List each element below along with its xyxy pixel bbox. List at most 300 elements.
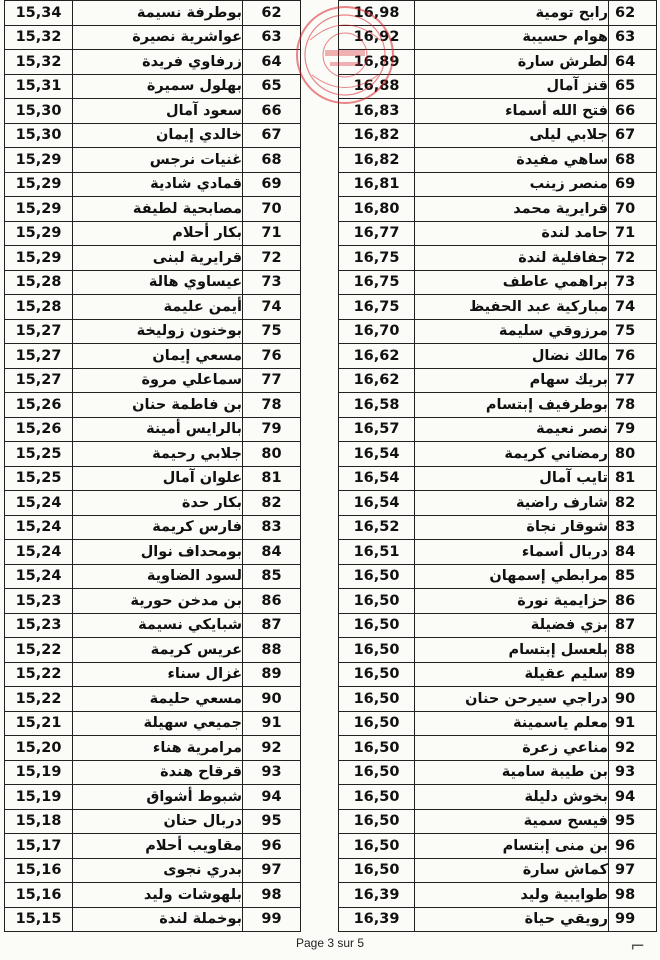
score-cell: 16,50 (339, 613, 415, 638)
right-table-row (339, 589, 657, 614)
name-cell: مباركية عبد الحفيظ (415, 295, 609, 320)
score-cell: 16,50 (339, 785, 415, 810)
name-cell: مسعي إيمان (73, 344, 243, 369)
name-cell: مقاويب أحلام (73, 834, 243, 859)
name-cell: بالرايس أمينة (73, 417, 243, 442)
score-cell: 16,50 (339, 564, 415, 589)
score-cell: 15,16 (5, 883, 73, 908)
rank-cell: 64 (243, 50, 301, 75)
left-table-row (5, 858, 301, 883)
score-cell: 16,81 (339, 172, 415, 197)
rank-cell: 91 (243, 711, 301, 736)
left-table-row (5, 809, 301, 834)
right-table-row (339, 197, 657, 222)
name-cell: شوقار نجاة (415, 515, 609, 540)
left-table-row (5, 25, 301, 50)
name-cell: بن فاطمة حنان (73, 393, 243, 418)
score-cell: 15,32 (5, 50, 73, 75)
right-table-row (339, 25, 657, 50)
rank-cell: 83 (243, 515, 301, 540)
score-cell: 16,77 (339, 221, 415, 246)
right-table-row (339, 883, 657, 908)
left-table-row (5, 760, 301, 785)
left-table-row (5, 834, 301, 859)
name-cell: دراجي سيرحن حنان (415, 687, 609, 712)
left-table-row (5, 295, 301, 320)
score-cell: 16,82 (339, 148, 415, 173)
left-table-row (5, 442, 301, 467)
name-cell: مصابحية لطيفة (73, 197, 243, 222)
score-cell: 15,24 (5, 515, 73, 540)
right-table-row (339, 99, 657, 124)
score-cell: 15,15 (5, 907, 73, 932)
left-table-row (5, 368, 301, 393)
rank-cell: 85 (609, 564, 657, 589)
left-table-row (5, 466, 301, 491)
name-cell: دربال أسماء (415, 540, 609, 565)
name-cell: رابح تومية (415, 1, 609, 26)
name-cell: منصر زينب (415, 172, 609, 197)
name-cell: بوخنون زوليخة (73, 319, 243, 344)
rank-cell: 87 (609, 613, 657, 638)
rank-cell: 94 (243, 785, 301, 810)
score-cell: 16,52 (339, 515, 415, 540)
right-table-row (339, 834, 657, 859)
score-cell: 16,50 (339, 662, 415, 687)
rank-cell: 89 (609, 662, 657, 687)
rank-cell: 96 (243, 834, 301, 859)
score-cell: 15,22 (5, 662, 73, 687)
name-cell: جميعي سهيلة (73, 711, 243, 736)
right-table-row (339, 295, 657, 320)
name-cell: سماعلي مروة (73, 368, 243, 393)
score-cell: 16,92 (339, 25, 415, 50)
score-cell: 16,75 (339, 270, 415, 295)
score-cell: 16,89 (339, 50, 415, 75)
name-cell: حزايمية نورة (415, 589, 609, 614)
name-cell: علوان آمال (73, 466, 243, 491)
name-cell: رمضاني كريمة (415, 442, 609, 467)
name-cell: بلهوشات وليد (73, 883, 243, 908)
rank-cell: 78 (609, 393, 657, 418)
score-cell: 15,32 (5, 25, 73, 50)
score-cell: 15,17 (5, 834, 73, 859)
left-table-row (5, 393, 301, 418)
rank-cell: 72 (243, 246, 301, 271)
right-table-row (339, 809, 657, 834)
rank-cell: 99 (243, 907, 301, 932)
rank-cell: 77 (609, 368, 657, 393)
name-cell: هوام حسيبة (415, 25, 609, 50)
rank-cell: 88 (609, 638, 657, 663)
score-cell: 15,27 (5, 344, 73, 369)
score-cell: 16,54 (339, 491, 415, 516)
left-table-row (5, 197, 301, 222)
rank-cell: 74 (243, 295, 301, 320)
name-cell: بهلول سميرة (73, 74, 243, 99)
rank-cell: 82 (609, 491, 657, 516)
rank-cell: 71 (243, 221, 301, 246)
right-table-row (339, 760, 657, 785)
name-cell: بزي فضيلة (415, 613, 609, 638)
name-cell: ساهي مفيدة (415, 148, 609, 173)
right-table-row (339, 1, 657, 26)
name-cell: أيمن عليمة (73, 295, 243, 320)
right-table-row (339, 662, 657, 687)
score-cell: 15,34 (5, 1, 73, 26)
left-table-row (5, 613, 301, 638)
corner-mark-icon: ⌐ (630, 936, 646, 957)
name-cell: شارف راضية (415, 491, 609, 516)
score-cell: 16,62 (339, 368, 415, 393)
score-cell: 16,75 (339, 295, 415, 320)
score-cell: 15,21 (5, 711, 73, 736)
rank-cell: 73 (243, 270, 301, 295)
rank-cell: 84 (243, 540, 301, 565)
rank-cell: 79 (243, 417, 301, 442)
rank-cell: 93 (243, 760, 301, 785)
score-cell: 16,39 (339, 907, 415, 932)
rank-cell: 68 (243, 148, 301, 173)
name-cell: سعود آمال (73, 99, 243, 124)
left-table-row (5, 785, 301, 810)
rank-cell: 88 (243, 638, 301, 663)
rank-cell: 87 (243, 613, 301, 638)
rank-cell: 69 (609, 172, 657, 197)
score-cell: 15,23 (5, 613, 73, 638)
rank-cell: 86 (609, 589, 657, 614)
rank-cell: 99 (609, 907, 657, 932)
rank-cell: 65 (609, 74, 657, 99)
left-table-row (5, 172, 301, 197)
right-table-row (339, 246, 657, 271)
rank-cell: 98 (243, 883, 301, 908)
rank-cell: 96 (609, 834, 657, 859)
left-table-row (5, 883, 301, 908)
name-cell: مرابطي إسمهان (415, 564, 609, 589)
name-cell: عريس كريمة (73, 638, 243, 663)
score-cell: 16,51 (339, 540, 415, 565)
rank-cell: 62 (243, 1, 301, 26)
score-cell: 16,50 (339, 858, 415, 883)
right-table-row (339, 172, 657, 197)
score-cell: 15,30 (5, 99, 73, 124)
name-cell: قرقاح هندة (73, 760, 243, 785)
right-table-row (339, 540, 657, 565)
left-table-row (5, 246, 301, 271)
rank-cell: 64 (609, 50, 657, 75)
left-table-row (5, 221, 301, 246)
score-cell: 16,50 (339, 589, 415, 614)
rank-cell: 89 (243, 662, 301, 687)
score-cell: 16,80 (339, 197, 415, 222)
name-cell: فيسح سمية (415, 809, 609, 834)
score-cell: 16,50 (339, 638, 415, 663)
score-cell: 15,29 (5, 148, 73, 173)
score-cell: 16,58 (339, 393, 415, 418)
name-cell: فتح الله أسماء (415, 99, 609, 124)
right-table-row (339, 907, 657, 932)
rank-cell: 63 (609, 25, 657, 50)
score-cell: 16,50 (339, 711, 415, 736)
name-cell: غنيات نرجس (73, 148, 243, 173)
name-cell: بوطرفة نسيمة (73, 1, 243, 26)
left-score-table (4, 0, 301, 932)
rank-cell: 80 (243, 442, 301, 467)
name-cell: قرايرية محمد (415, 197, 609, 222)
name-cell: عواشرية نصيرة (73, 25, 243, 50)
right-table-row (339, 736, 657, 761)
name-cell: بن منى إبتسام (415, 834, 609, 859)
name-cell: طوايبية وليد (415, 883, 609, 908)
name-cell: معلم ياسمينة (415, 711, 609, 736)
name-cell: بلعسل إبتسام (415, 638, 609, 663)
rank-cell: 71 (609, 221, 657, 246)
right-table-row (339, 564, 657, 589)
name-cell: قرايرية لبنى (73, 246, 243, 271)
left-table-row (5, 344, 301, 369)
left-table-row (5, 540, 301, 565)
score-cell: 16,50 (339, 809, 415, 834)
right-table-row (339, 466, 657, 491)
score-cell: 15,23 (5, 589, 73, 614)
left-table-row (5, 687, 301, 712)
rank-cell: 98 (609, 883, 657, 908)
name-cell: مالك نضال (415, 344, 609, 369)
name-cell: بن مدخن حورية (73, 589, 243, 614)
right-table-row (339, 74, 657, 99)
name-cell: بدري نجوى (73, 858, 243, 883)
rank-cell: 97 (609, 858, 657, 883)
name-cell: غزال سناء (73, 662, 243, 687)
score-cell: 16,50 (339, 834, 415, 859)
rank-cell: 77 (243, 368, 301, 393)
right-table-row (339, 785, 657, 810)
score-cell: 16,70 (339, 319, 415, 344)
name-cell: مسعي حليمة (73, 687, 243, 712)
score-cell: 16,57 (339, 417, 415, 442)
rank-cell: 85 (243, 564, 301, 589)
score-cell: 15,26 (5, 393, 73, 418)
rank-cell: 95 (609, 809, 657, 834)
score-cell: 15,24 (5, 491, 73, 516)
rank-cell: 91 (609, 711, 657, 736)
score-cell: 16,98 (339, 1, 415, 26)
right-table-row (339, 491, 657, 516)
rank-cell: 67 (243, 123, 301, 148)
score-cell: 15,31 (5, 74, 73, 99)
rank-cell: 80 (609, 442, 657, 467)
score-cell: 15,19 (5, 785, 73, 810)
score-cell: 15,27 (5, 319, 73, 344)
name-cell: شبايكي نسيمة (73, 613, 243, 638)
name-cell: رويقي حياة (415, 907, 609, 932)
rank-cell: 63 (243, 25, 301, 50)
rank-cell: 76 (243, 344, 301, 369)
rank-cell: 79 (609, 417, 657, 442)
name-cell: بومحداف نوال (73, 540, 243, 565)
name-cell: نصر نعيمة (415, 417, 609, 442)
name-cell: بخوش دليلة (415, 785, 609, 810)
score-cell: 15,29 (5, 172, 73, 197)
score-cell: 15,24 (5, 564, 73, 589)
rank-cell: 84 (609, 540, 657, 565)
score-cell: 16,54 (339, 442, 415, 467)
name-cell: بن طيبة سامية (415, 760, 609, 785)
score-cell: 15,25 (5, 442, 73, 467)
left-table-row (5, 148, 301, 173)
rank-cell: 92 (243, 736, 301, 761)
score-cell: 16,50 (339, 736, 415, 761)
score-cell: 15,29 (5, 197, 73, 222)
rank-cell: 95 (243, 809, 301, 834)
left-table-row (5, 319, 301, 344)
name-cell: كماش سارة (415, 858, 609, 883)
left-table-row (5, 711, 301, 736)
rank-cell: 68 (609, 148, 657, 173)
page-footer: Page 3 sur 5 (295, 936, 365, 950)
score-cell: 15,28 (5, 270, 73, 295)
right-table-row (339, 319, 657, 344)
name-cell: قنز آمال (415, 74, 609, 99)
rank-cell: 69 (243, 172, 301, 197)
rank-cell: 78 (243, 393, 301, 418)
score-cell: 15,28 (5, 295, 73, 320)
name-cell: حامد لندة (415, 221, 609, 246)
score-cell: 15,16 (5, 858, 73, 883)
left-table-row (5, 662, 301, 687)
name-cell: عيساوي هالة (73, 270, 243, 295)
rank-cell: 62 (609, 1, 657, 26)
score-cell: 16,39 (339, 883, 415, 908)
name-cell: زرفاوي فريدة (73, 50, 243, 75)
name-cell: مرزوقي سليمة (415, 319, 609, 344)
rank-cell: 72 (609, 246, 657, 271)
rank-cell: 94 (609, 785, 657, 810)
name-cell: شبوط أشواق (73, 785, 243, 810)
score-cell: 16,88 (339, 74, 415, 99)
left-table-row (5, 564, 301, 589)
right-table-row (339, 221, 657, 246)
left-table-row (5, 74, 301, 99)
score-cell: 15,18 (5, 809, 73, 834)
name-cell: جفافلية لندة (415, 246, 609, 271)
left-table-row (5, 270, 301, 295)
name-cell: بوطرفيف إبتسام (415, 393, 609, 418)
score-cell: 15,25 (5, 466, 73, 491)
name-cell: تايب آمال (415, 466, 609, 491)
right-table-body (339, 1, 657, 932)
rank-cell: 81 (243, 466, 301, 491)
rank-cell: 70 (609, 197, 657, 222)
rank-cell: 67 (609, 123, 657, 148)
right-table-row (339, 148, 657, 173)
score-cell: 16,62 (339, 344, 415, 369)
score-cell: 15,19 (5, 760, 73, 785)
score-cell: 16,50 (339, 760, 415, 785)
name-cell: دربال حنان (73, 809, 243, 834)
score-cell: 16,50 (339, 687, 415, 712)
name-cell: لطرش سارة (415, 50, 609, 75)
left-table-row (5, 50, 301, 75)
name-cell: جلابي رحيمة (73, 442, 243, 467)
rank-cell: 82 (243, 491, 301, 516)
name-cell: فارس كريمة (73, 515, 243, 540)
left-table-row (5, 491, 301, 516)
right-table-row (339, 123, 657, 148)
rank-cell: 86 (243, 589, 301, 614)
rank-cell: 93 (609, 760, 657, 785)
right-table-row (339, 711, 657, 736)
rank-cell: 66 (243, 99, 301, 124)
rank-cell: 66 (609, 99, 657, 124)
score-cell: 16,75 (339, 246, 415, 271)
left-table-row (5, 417, 301, 442)
right-table-row (339, 417, 657, 442)
left-table-row (5, 1, 301, 26)
right-table-row (339, 638, 657, 663)
left-table-row (5, 123, 301, 148)
rank-cell: 92 (609, 736, 657, 761)
rank-cell: 74 (609, 295, 657, 320)
name-cell: بريك سهام (415, 368, 609, 393)
rank-cell: 73 (609, 270, 657, 295)
rank-cell: 70 (243, 197, 301, 222)
name-cell: براهمي عاطف (415, 270, 609, 295)
right-table-row (339, 687, 657, 712)
left-table-row (5, 99, 301, 124)
rank-cell: 90 (609, 687, 657, 712)
score-cell: 15,29 (5, 221, 73, 246)
score-cell: 15,30 (5, 123, 73, 148)
right-table-row (339, 50, 657, 75)
right-table-row (339, 858, 657, 883)
left-table-row (5, 638, 301, 663)
rank-cell: 76 (609, 344, 657, 369)
left-table-row (5, 515, 301, 540)
score-cell: 15,29 (5, 246, 73, 271)
score-cell: 15,26 (5, 417, 73, 442)
score-cell: 15,22 (5, 638, 73, 663)
score-cell: 15,20 (5, 736, 73, 761)
name-cell: بكار حدة (73, 491, 243, 516)
name-cell: مرامرية هناء (73, 736, 243, 761)
left-table-row (5, 907, 301, 932)
name-cell: بوخملة لندة (73, 907, 243, 932)
right-score-table (338, 0, 657, 932)
rank-cell: 81 (609, 466, 657, 491)
score-cell: 16,54 (339, 466, 415, 491)
score-cell: 15,24 (5, 540, 73, 565)
score-cell: 16,82 (339, 123, 415, 148)
left-table-body (5, 1, 301, 932)
rank-cell: 65 (243, 74, 301, 99)
right-table-row (339, 344, 657, 369)
right-table-row (339, 613, 657, 638)
right-table-row (339, 270, 657, 295)
right-table-row (339, 393, 657, 418)
score-cell: 15,27 (5, 368, 73, 393)
score-cell: 15,22 (5, 687, 73, 712)
left-table-row (5, 589, 301, 614)
rank-cell: 90 (243, 687, 301, 712)
name-cell: قمادي شادية (73, 172, 243, 197)
rank-cell: 75 (609, 319, 657, 344)
right-table-row (339, 442, 657, 467)
name-cell: سليم عقيلة (415, 662, 609, 687)
rank-cell: 83 (609, 515, 657, 540)
name-cell: لسود الضاوية (73, 564, 243, 589)
